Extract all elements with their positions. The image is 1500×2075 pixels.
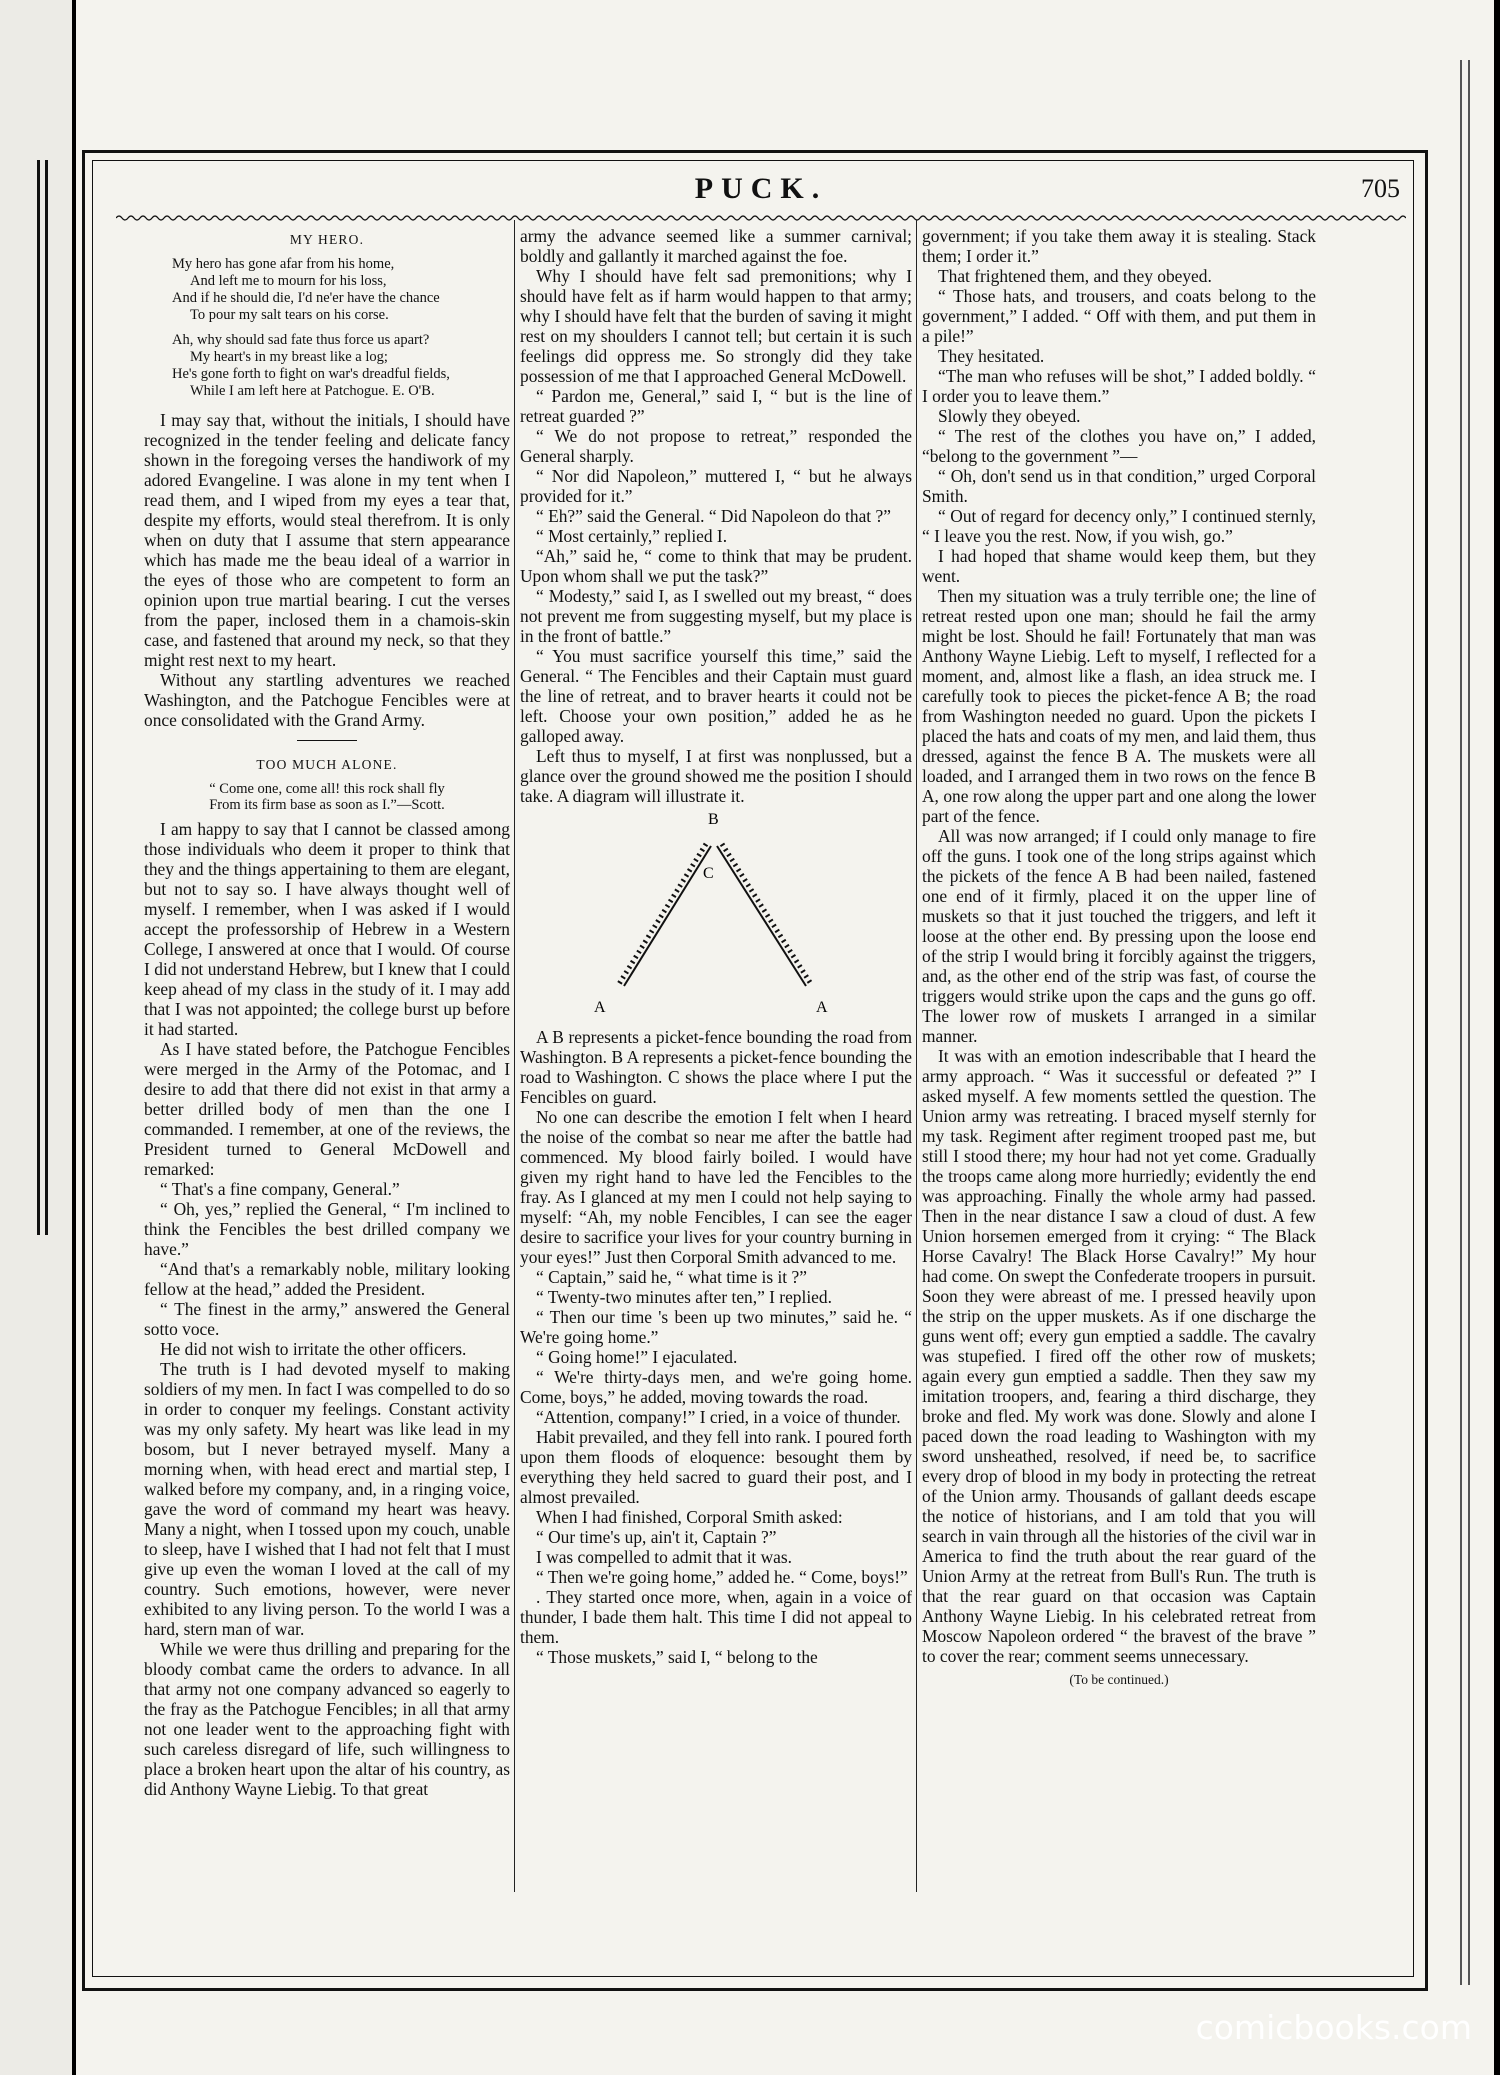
paragraph: I may say that, without the initials, I should have recognized in the tender feeling and delicate fancy shown in the foregoing verses the handiwork of my adored Evangeline. I was alone in my tent when I read them, and I wiped from my eyes a tear that, despite my efforts, would steal therefrom. It is only when on duty that I assume that stern appearance which has made me the beau ideal of a warrior in the eyes of those who are competent to form an opinion upon true martial bearing. I cut the verses from the paper, inclosed them in a chamois-skin case, and fastened that around my neck, so that they might rest next to my heart. (144, 410, 510, 670)
paragraph: “Attention, company!” I cried, in a voice of thunder. (536, 1407, 901, 1427)
paragraph: “ Going home!” I ejaculated. (536, 1347, 738, 1367)
paragraph: Why I should have felt sad premonitions; why I should have felt as if harm would happen to that army; why I should have felt that the burden of saving it might rest on my shoulders I cannot tell; but certain it is such feelings did oppress me. So strongly did they take possession of me that I approached General McDowell. (520, 266, 912, 386)
page-binding-edge (1460, 60, 1470, 1985)
diagram-label-a-left: A (594, 999, 606, 1016)
poem-line: While I am left here at Patchogue. E. O'B. (190, 383, 435, 399)
epigraph (144, 781, 510, 813)
paragraph: “ Oh, yes,” replied the General, “ I'm inclined to think the Fencibles the best drilled company we have.” (144, 1199, 510, 1259)
page-number: 705 (1361, 174, 1400, 203)
column-1 (144, 226, 510, 1799)
paragraph: “ Then our time 's been up two minutes,” said he. “ We're going home.” (520, 1307, 912, 1347)
poem-line: And left me to mourn for his loss, (190, 273, 387, 289)
paragraph: “ That's a fine company, General.” (160, 1179, 400, 1199)
paragraph: Then my situation was a truly terrible one; the line of retreat rested upon one man; should he fail the army might be lost. Should he fail! Fortunately that man was Anthony Wayne Liebig. Left to myself, I reflected for a moment, and, almost like a flash, an idea struck me. I carefully took to pieces the picket-fence A B; the road from Washington needed no guard. Upon the pickets I placed the hats and coats of my men, and laid them, thus dressed, against the fence B A. The muskets were all loaded, and I arranged them in two rows on the fence B A, one row along the upper part and one along the lower part of the fence. (922, 586, 1316, 826)
paragraph: “ We're thirty-days men, and we're going home. Come, boys,” he added, moving towards the road. (520, 1367, 912, 1407)
column-rule (916, 220, 917, 1892)
masthead (116, 168, 1406, 214)
paragraph: “ Those hats, and trousers, and coats belong to the government,” I added. “ Off with them, and put them in a pile!” (922, 286, 1316, 346)
column-3 (922, 226, 1316, 1690)
column-2 (520, 226, 912, 1667)
epigraph-line: From its firm base as soon as I.”—Scott. (209, 797, 445, 813)
poem-line: Ah, why should sad fate thus force us apart? (172, 332, 430, 348)
paragraph: While we were thus drilling and preparing for the bloody combat came the orders to advance. In all that army not one company advanced so eagerly to the fray as the Patchogue Fencibles; in all that army not one leader went to the approaching fight with such careless disregard of life, such willingness to place a broken heart upon the altar of his country, as did Anthony Wayne Liebig. To that great (144, 1639, 510, 1799)
paragraph: “ Then we're going home,” added he. “ Come, boys!” (536, 1567, 908, 1587)
paragraph: “ You must sacrifice yourself this time,” said the General. “ The Fencibles and their Captain must guard the line of retreat, and to braver hearts it could not be left. Choose your own position,” added he as he galloped away. (520, 646, 912, 746)
paragraph: “ Eh?” said the General. “ Did Napoleon do that ?” (536, 506, 891, 526)
paragraph: As I have stated before, the Patchogue Fencibles were merged in the Army of the Potomac, and I desire to add that there did not exist in that army a better drilled body of men than the one I commanded. I remember, at one of the reviews, the President turned to General McDowell and remarked: (144, 1039, 510, 1179)
column-rule (514, 220, 515, 1892)
masthead-wavy-rule (116, 214, 1406, 222)
paragraph: They hesitated. (938, 346, 1045, 366)
fence-left (619, 844, 711, 986)
poem-line: He's gone forth to fight on war's dreadful fields, (172, 366, 450, 382)
paragraph: No one can describe the emotion I felt when I heard the noise of the combat so near me after the battle had commenced. My blood fairly boiled. I would have given my right hand to have led the Fencibles to the fray. As I glanced at my men I could not help saying to myself: “Ah, my noble Fencibles, I can see the eager desire to sacrifice your lives for your country burning in your eyes!” Just then Corporal Smith advanced to me. (520, 1107, 912, 1267)
watermark: comicbooks.com (1195, 2008, 1472, 2047)
paragraph: I was compelled to admit that it was. (536, 1547, 792, 1567)
paragraph: He did not wish to irritate the other officers. (160, 1339, 467, 1359)
masthead-title: PUCK. (694, 172, 828, 205)
paragraph: Slowly they obeyed. (938, 406, 1081, 426)
paragraph: Without any startling adventures we reached Washington, and the Patchogue Fencibles were at once consolidated with the Grand Army. (144, 670, 510, 730)
paragraph: When I had finished, Corporal Smith asked: (536, 1507, 843, 1527)
paragraph: The truth is I had devoted myself to making soldiers of my men. In fact I was compelled to do so in order to conquer my feelings. Constant activity was my only safety. My heart was like lead in my bosom, but I never betrayed myself. Many a morning when, with head erect and martial step, I walked before my company, and, in a ringing voice, gave the word of command my heart was heavy. Many a night, when I tossed upon my couch, unable to sleep, have I wished that I had not felt that I must give up even the woman I loved at the call of my country. Such emotions, however, were never exhibited to any living person. To the world I was a hard, stern man of war. (144, 1359, 510, 1639)
poem-line: To pour my salt tears on his corse. (190, 307, 389, 323)
paragraph: “ Pardon me, General,” said I, “ but is the line of retreat guarded ?” (520, 386, 912, 426)
to-be-continued: (To be continued.) (1069, 1672, 1169, 1687)
paragraph: “ Out of regard for decency only,” I continued sternly, “ I leave you the rest. Now, if you wish, go.” (922, 506, 1316, 546)
paragraph: I had hoped that shame would keep them, but they went. (922, 546, 1316, 586)
section-title: TOO MUCH ALONE. (256, 757, 398, 772)
section-divider (297, 740, 357, 741)
paragraph: Habit prevailed, and they fell into rank. I poured forth upon them floods of eloquence: besought them by everything they held sacred to guard their post, and I almost prevailed. (520, 1427, 912, 1507)
poem-line: My hero has gone afar from his home, (172, 256, 395, 272)
paragraph: “ Those muskets,” said I, “ belong to the (536, 1647, 818, 1667)
paragraph: army the advance seemed like a summer carnival; boldly and gallantly it marched against the foe. (520, 226, 912, 266)
poem-line: And if he should die, I'd ne'er have the chance (172, 290, 440, 306)
paragraph: “Ah,” said he, “ come to think that may be prudent. Upon whom shall we put the task?” (520, 546, 912, 586)
paragraph: “And that's a remarkably noble, military looking fellow at the head,” added the President. (144, 1259, 510, 1299)
paragraph: “ Twenty-two minutes after ten,” I replied. (536, 1287, 832, 1307)
diagram-label-b: B (708, 811, 719, 828)
fence-right (717, 844, 811, 986)
previous-page-edge (0, 0, 72, 2075)
paragraph: . They started once more, when, again in a voice of thunder, I bade them halt. This time I did not appeal to them. (520, 1587, 912, 1647)
paragraph: “ Modesty,” said I, as I swelled out my breast, “ does not prevent me from suggesting myself, but my place is in the front of battle.” (520, 586, 912, 646)
paragraph: Left thus to myself, I at first was nonplussed, but a glance over the ground showed me the position I should take. A diagram will illustrate it. (520, 746, 912, 806)
paragraph: “ Captain,” said he, “ what time is it ?” (536, 1267, 807, 1287)
paragraph: “ Our time's up, ain't it, Captain ?” (536, 1527, 777, 1547)
fence-diagram (566, 808, 866, 1023)
paragraph: It was with an emotion indescribable that I heard the army approach. “ Was it successful or defeated ?” I asked myself. A few moments settled the question. The Union army was retreating. I braced myself sternly for my task. Regiment after regiment trooped past me, but still I stood there; my hour had not yet come. Gradually the troops came along more hurriedly; evidently the end was approaching. Finally the whole army had passed. Then in the near distance I saw a cloud of dust. A few Union horsemen emerged from it crying: “ The Black Horse Cavalry! The Black Horse Cavalry!” My hour had come. On swept the Confederate troopers in pursuit. Soon they were abreast of me. I pressed heavily upon the strip on the upper muskets. As if one discharge the guns went off; every gun emptied a saddle. The cavalry was stupefied. I fired off the other row of muskets; again every gun emptied a saddle. Then they saw my imitation troopers, and, fearing a third discharge, they broke and fled. My work was done. Slowly and alone I paced down the road leading to Washington with my sword unsheathed, resolved, if need be, to sacrifice every drop of blood in my body in protecting the retreat of the Union army. Thousands of gallant deeds escape the notice of historians, and I am told that you will search in vain through all the histories of the civil war in America to find the truth about the rear guard of the Union Army at the retreat from Bull's Run. The truth is that the rear guard on that occasion was Captain Anthony Wayne Liebig. In his celebrated retreat from Moscow Napoleon ordered “ the bravest of the brave ” to cover the rear; comment seems unnecessary. (922, 1046, 1316, 1666)
poem (172, 256, 510, 400)
paragraph: A B represents a picket-fence bounding the road from Washington. B A represents a picket-fence bounding the road to Washington. C shows the place where I put the Fencibles on guard. (520, 1027, 912, 1107)
diagram-label-a-right: A (816, 999, 828, 1016)
paragraph: “ Nor did Napoleon,” muttered I, “ but he always provided for it.” (520, 466, 912, 506)
paragraph: “ The finest in the army,” answered the General sotto voce. (144, 1299, 510, 1339)
paragraph: I am happy to say that I cannot be classed among those individuals who deem it proper to think that they and the things appertaining to them are elegant, but not to say so. I have always thought well of myself. I remember, when I was asked if I would accept the professorship of Hebrew in a Western College, I answered at once that I would. Of course I did not understand Hebrew, but I knew that I could keep ahead of my class in the study of it. I may add that I was not appointed; the college burst up before it had started. (144, 819, 510, 1039)
paragraph: “The man who refuses will be shot,” I added boldly. “ I order you to leave them.” (922, 366, 1316, 406)
paragraph: “ Most certainly,” replied I. (536, 526, 728, 546)
paragraph: “ We do not propose to retreat,” responded the General sharply. (520, 426, 912, 466)
previous-page-rule (45, 160, 48, 1235)
poem-line: My heart's in my breast like a log; (190, 349, 388, 365)
paragraph: That frightened them, and they obeyed. (938, 266, 1212, 286)
epigraph-line: “ Come one, come all! this rock shall fly (209, 781, 445, 797)
paragraph: government; if you take them away it is stealing. Stack them; I order it.” (922, 226, 1316, 266)
diagram-label-c: C (703, 865, 714, 882)
poem-title: MY HERO. (289, 232, 365, 247)
paragraph: All was now arranged; if I could only manage to fire off the guns. I took one of the long strips against which the pickets of the fence A B had been nailed, fastened one end of it firmly, placed it on the upper line of muskets so that it just touched the triggers, and left it loose at the other end. By pressing upon the loose end of the strip I would bring it forcibly against the triggers, and, as the other end of the strip was fast, of course the triggers would strike upon the caps and the guns go off. The lower row of muskets I arranged in a similar manner. (922, 826, 1316, 1046)
paragraph: “ Oh, don't send us in that condition,” urged Corporal Smith. (922, 466, 1316, 506)
previous-page-rule (37, 160, 40, 1235)
paragraph: “ The rest of the clothes you have on,” I added, “belong to the government ”— (922, 426, 1316, 466)
